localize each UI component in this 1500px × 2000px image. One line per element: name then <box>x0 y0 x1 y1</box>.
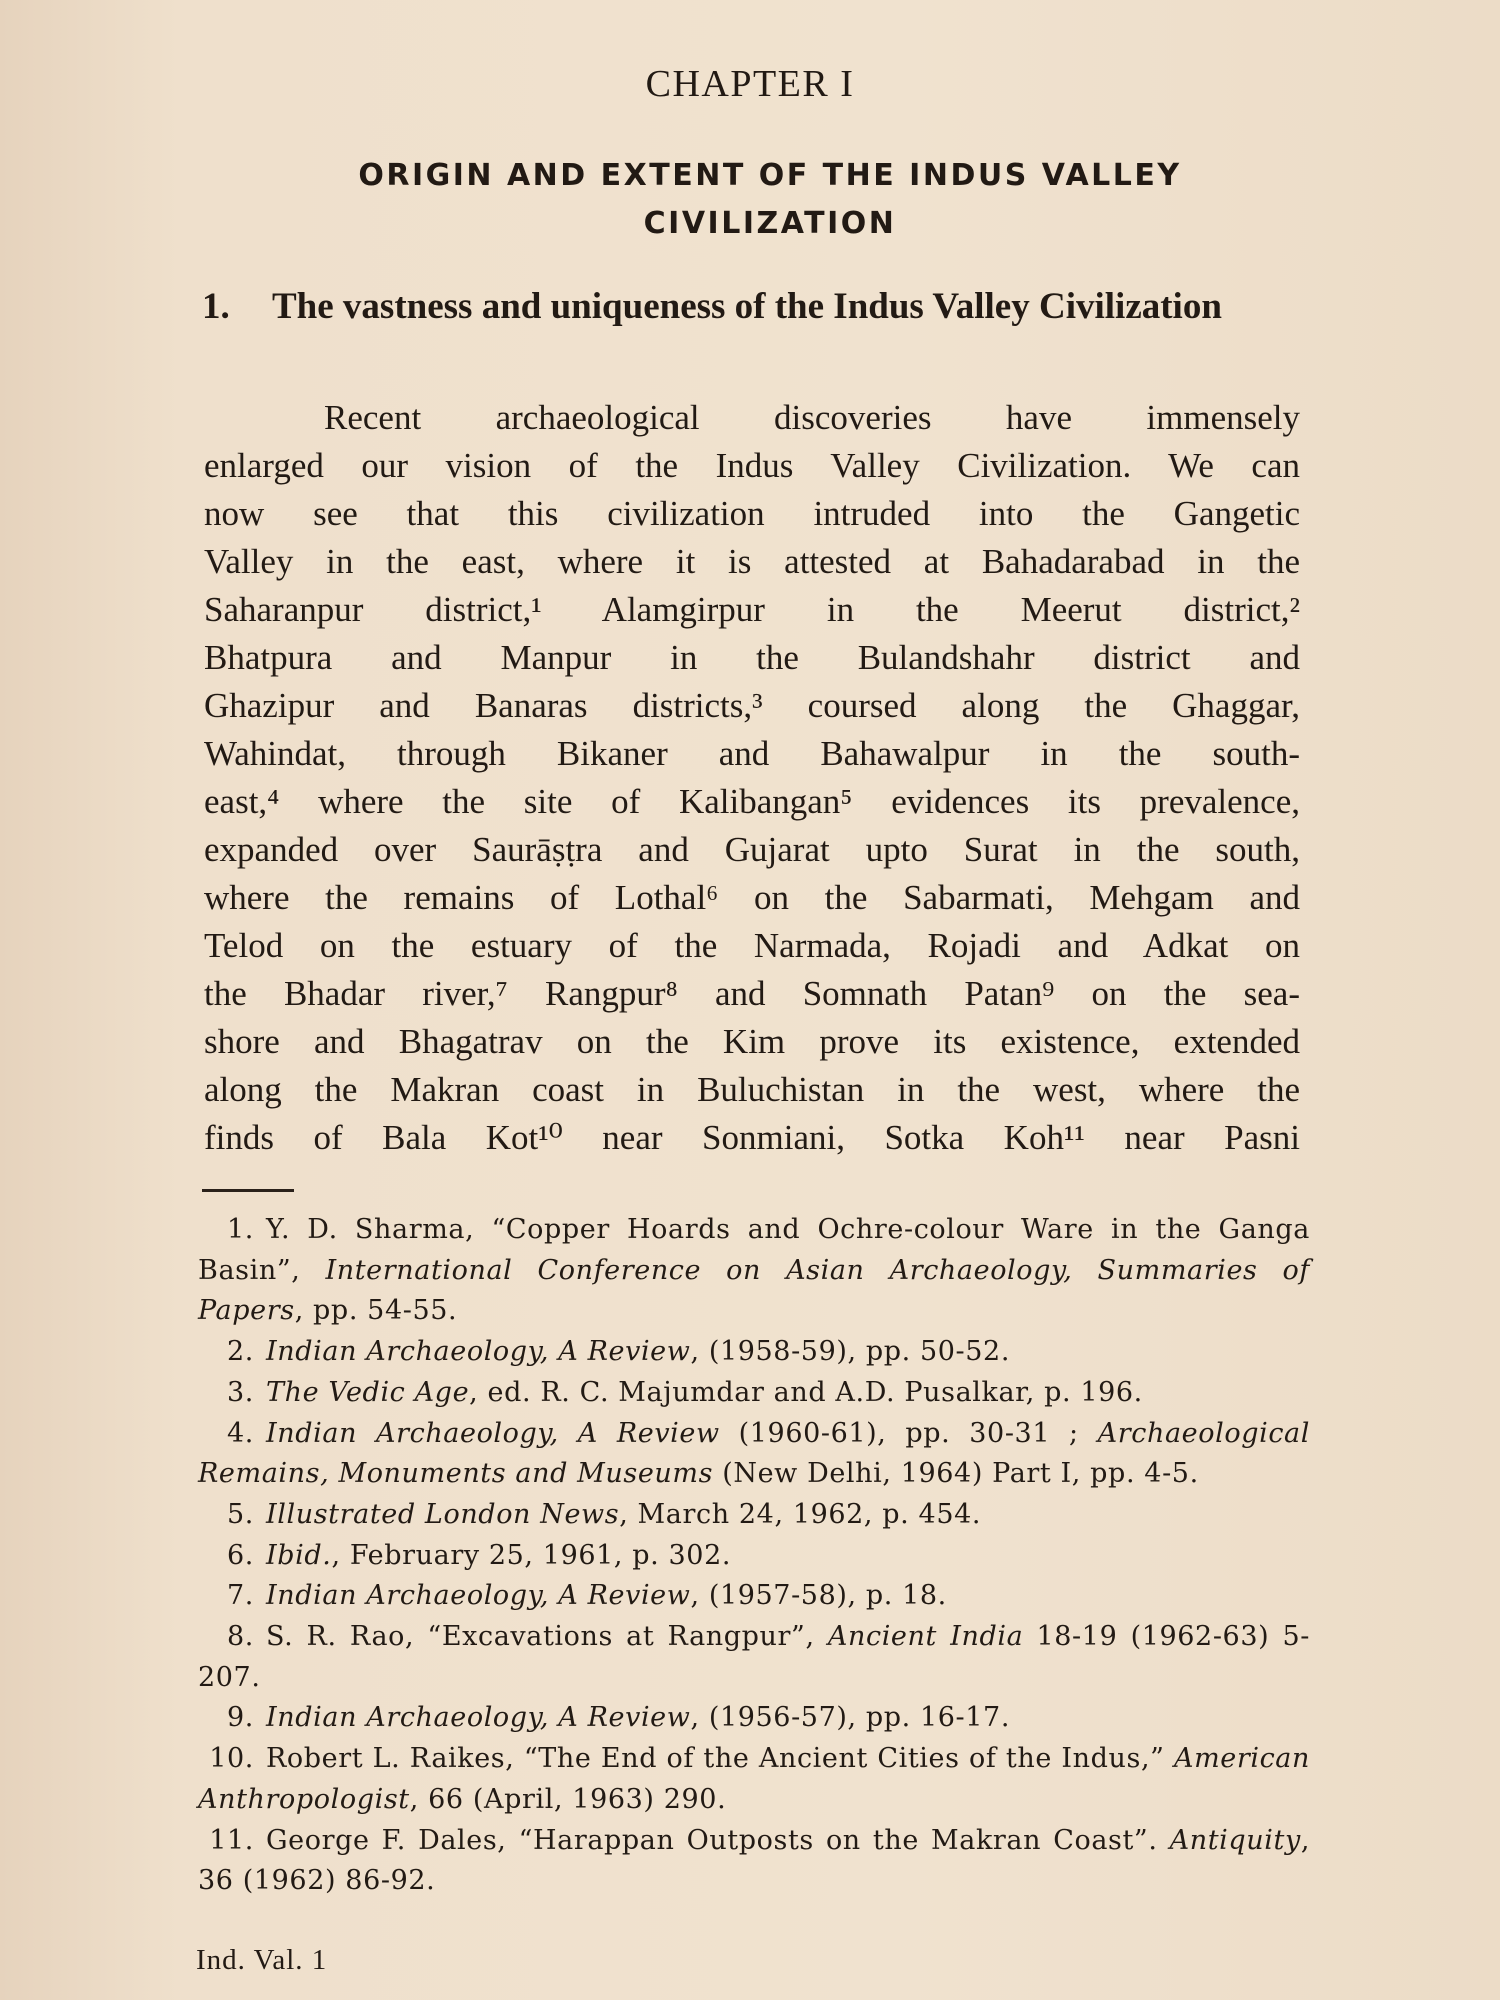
body-line: enlarged our vision of the Indus Valley Civilization. We can <box>204 446 1300 485</box>
footnote-text: , (1956-57), pp. 16-17. <box>690 1702 1011 1734</box>
chapter-title-line-1: ORIGIN AND EXTENT OF THE INDUS VALLEY <box>358 158 1182 193</box>
body-line: Valley in the east, where it is attested at Bahadarabad in the <box>204 542 1300 581</box>
footnote-number: 6. <box>227 1539 254 1571</box>
footnote-text: 18-19 (1962-63) 5-207. <box>198 1621 1310 1693</box>
footnote-number: 2. <box>227 1336 254 1368</box>
footnote-text: (New Delhi, 1964) Part I, pp. 4-5. <box>713 1458 1199 1490</box>
footnote <box>198 1617 1310 1698</box>
body-paragraph <box>204 394 1300 1162</box>
footnote-number: 3. <box>227 1376 254 1408</box>
footnote-italic-text: Illustrated London News <box>266 1498 620 1530</box>
footnote <box>198 1821 1310 1902</box>
body-line: the Bhadar river,⁷ Rangpur⁸ and Somnath Patan⁹ on the sea- <box>204 974 1300 1013</box>
footnote-italic-text: Indian Archaeology, A Review <box>266 1702 691 1734</box>
body-line: Ghazipur and Banaras districts,³ coursed along the Ghaggar, <box>204 686 1300 725</box>
body-line: expanded over Saurāṣṭra and Gujarat upto Surat in the south, <box>204 830 1300 869</box>
body-line: Saharanpur district,¹ Alamgirpur in the Meerut district,² <box>204 590 1300 629</box>
footnote <box>198 1576 1310 1617</box>
footnote-text: , ed. R. C. Majumdar and A.D. Pusalkar, p. 196. <box>469 1376 1143 1408</box>
footnote-text: , (1957-58), p. 18. <box>690 1580 947 1612</box>
footnote <box>198 1698 1310 1739</box>
footnote-text: , pp. 54-55. <box>294 1295 458 1327</box>
footnote <box>198 1414 1310 1495</box>
footnote-italic-text: Indian Archaeology, A Review <box>266 1336 691 1368</box>
footnote-italic-text: Archaeological Remains, Monuments and Museums <box>198 1417 1310 1490</box>
section-heading <box>202 286 1302 328</box>
body-line: Wahindat, through Bikaner and Bahawalpur in the south- <box>204 734 1300 773</box>
footnote <box>198 1536 1310 1577</box>
footnote-text: George F. Dales, “Harappan Outposts on the Makran Coast”. <box>266 1824 1170 1856</box>
footnote <box>198 1210 1310 1332</box>
footnote <box>198 1332 1310 1373</box>
footnote-italic-text: American Anthropologist <box>198 1743 1310 1815</box>
footnote-number: 8. <box>227 1621 254 1653</box>
body-line: where the remains of Lothal⁶ on the Sabarmati, Mehgam and <box>204 878 1300 917</box>
footnote-italic-text: Ibid. <box>266 1539 332 1571</box>
signature-mark: Ind. Val. 1 <box>196 1944 328 1976</box>
footnote-italic-text: International Conference on Asian Archaeology, Summaries of Papers <box>198 1254 1310 1327</box>
body-line: east,⁴ where the site of Kalibangan⁵ evidences its prevalence, <box>204 782 1300 821</box>
footnote-number: 4. <box>227 1417 254 1449</box>
footnote-italic-text: Indian Archaeology, A Review <box>266 1417 720 1449</box>
body-line: Recent archaeological discoveries have immensely <box>324 398 1300 437</box>
body-line: now see that this civilization intruded into the Gangetic <box>204 494 1300 533</box>
footnote-number: 10. <box>209 1743 254 1775</box>
body-line: Telod on the estuary of the Narmada, Rojadi and Adkat on <box>204 926 1300 965</box>
footnote-rule <box>202 1189 294 1192</box>
footnote-number: 9. <box>227 1702 254 1734</box>
body-line: shore and Bhagatrav on the Kim prove its existence, extended <box>204 1022 1300 1061</box>
body-line: finds of Bala Kot¹⁰ near Sonmiani, Sotka Koh¹¹ near Pasni <box>204 1118 1300 1157</box>
footnote-text: (1960-61), pp. 30-31 ; <box>719 1417 1098 1449</box>
footnote <box>198 1373 1310 1414</box>
section-title: The vastness and uniqueness of the Indus Valley Civilization <box>272 286 1222 327</box>
footnote-number: 11. <box>209 1824 254 1856</box>
footnote-text: , February 25, 1961, p. 302. <box>331 1539 732 1571</box>
section-number: 1. <box>202 286 230 327</box>
footnote-italic-text: Ancient India <box>827 1621 1024 1653</box>
chapter-title <box>200 152 1340 248</box>
footnote-number: 5. <box>227 1498 254 1530</box>
footnote <box>198 1495 1310 1536</box>
footnote-text: Robert L. Raikes, “The End of the Ancient Cities of the Indus,” <box>266 1743 1174 1775</box>
body-line: Bhatpura and Manpur in the Bulandshahr district and <box>204 638 1300 677</box>
chapter-title-line-2: CIVILIZATION <box>643 206 897 241</box>
footnote <box>198 1739 1310 1820</box>
footnote-text: Y. D. Sharma, “Copper Hoards and Ochre-colour Ware in the Ganga Basin”, <box>198 1214 1310 1286</box>
footnote-text: S. R. Rao, “Excavations at Rangpur”, <box>266 1621 828 1653</box>
chapter-heading: CHAPTER I <box>645 63 855 105</box>
footnote-text: , March 24, 1962, p. 454. <box>619 1498 982 1530</box>
footnote-text: , 66 (April, 1963) 290. <box>409 1783 727 1815</box>
footnote-italic-text: Antiquity <box>1169 1824 1301 1856</box>
footnote-text: , (1958-59), pp. 50-52. <box>690 1336 1011 1368</box>
footnote-number: 1. <box>227 1214 254 1245</box>
footnote-italic-text: The Vedic Age <box>266 1376 470 1408</box>
footnote-number: 7. <box>227 1580 254 1612</box>
footnotes <box>198 1210 1310 1902</box>
body-line: along the Makran coast in Buluchistan in the west, where the <box>204 1070 1300 1109</box>
footnote-text: , 36 (1962) 86-92. <box>198 1824 1310 1897</box>
footnote-italic-text: Indian Archaeology, A Review <box>266 1580 691 1612</box>
